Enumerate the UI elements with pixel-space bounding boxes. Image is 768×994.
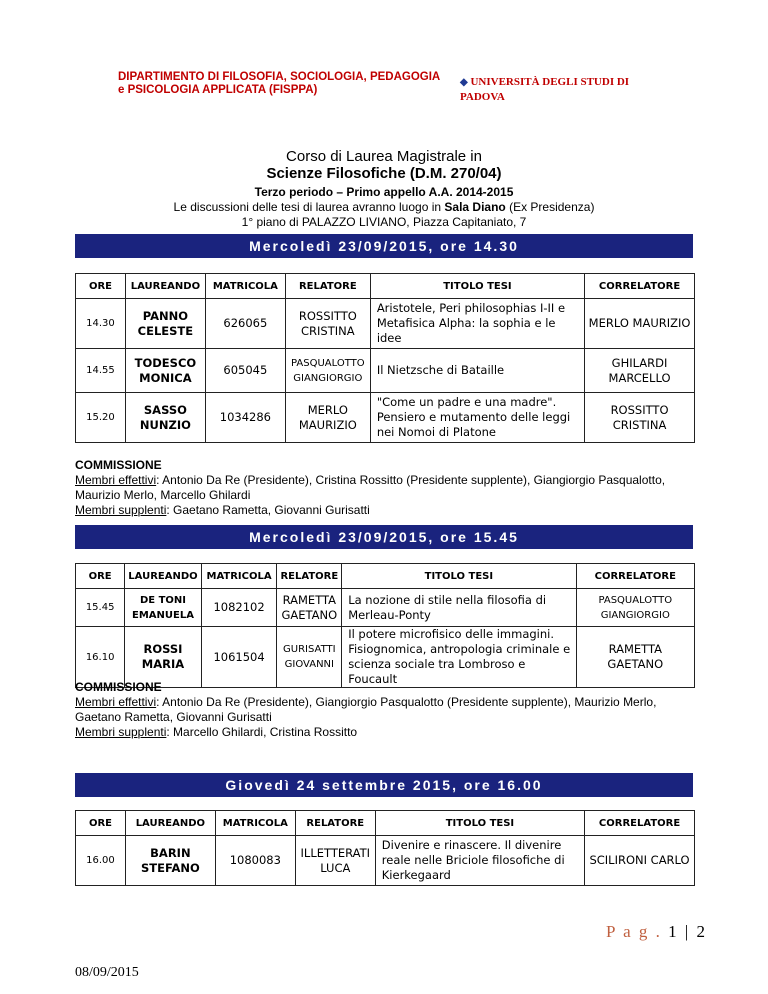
table-row: 15.20 SASSO NUNZIO 1034286 MERLO MAURIZIO "Come un padre e una madre". Pensiero e mutamento delle leggi nei Nomoi di Platone ROSSITTO CRISTINA <box>76 393 695 443</box>
course-name: Scienze Filosofiche (D.M. 270/04) <box>266 165 502 182</box>
commission-members: Membri effettivi: Antonio Da Re (Presidente), Cristina Rossitto (Presidente supplente), Giangiorgio Pasqualotto, Maurizio Merlo, Marcello Ghilardi <box>75 473 666 502</box>
table-header-row: ORE LAUREANDO MATRICOLA RELATORE TITOLO TESI CORRELATORE <box>76 564 695 589</box>
department-line-2: e PSICOLOGIA APPLICATA (FISPPA) <box>118 84 318 96</box>
university-line-2: PADOVA <box>460 91 505 103</box>
col-ore: ORE <box>76 274 126 299</box>
table-row: 15.45 DE TONI EMANUELA 1082102 RAMETTA GAETANO La nozione di stile nella filosofia di Merleau-Ponty PASQUALOTTO GIANGIORGIO <box>76 589 695 627</box>
thesis-table <box>75 273 695 443</box>
session-heading: Giovedì 24 settembre 2015, ore 16.00 <box>75 773 693 797</box>
table-row: 14.55 TODESCO MONICA 605045 PASQUALOTTO GIANGIORGIO Il Nietzsche di Bataille GHILARDI MARCELLO <box>76 349 695 393</box>
page-number: P a g . 1 | 2 <box>606 922 708 941</box>
department-line-1: DIPARTIMENTO DI FILOSOFIA, SOCIOLOGIA, PEDAGOGIA <box>118 71 441 83</box>
col-laureando: LAUREANDO <box>125 274 205 299</box>
diamond-icon: ◆ <box>460 77 468 88</box>
commission-substitutes: Membri supplenti: Gaetano Rametta, Giovanni Gurisatti <box>75 503 370 517</box>
department-name <box>118 71 458 97</box>
table-row: 16.10 ROSSI MARIA 1061504 GURISATTI GIOVANNI Il potere microfisico delle immagini. Fisiognomica, antropologia criminale e scienza sociale tra Lombroso e Foucault RAMETTA GAETANO <box>76 627 695 688</box>
venue-address: 1° piano di PALAZZO LIVIANO, Piazza Capitaniato, 7 <box>241 215 527 229</box>
venue-line: Le discussioni delle tesi di laurea avranno luogo in Sala Diano (Ex Presidenza) <box>173 200 595 214</box>
col-correlatore: CORRELATORE <box>585 274 695 299</box>
session-heading: Mercoledì 23/09/2015, ore 15.45 <box>75 525 693 549</box>
university-name <box>460 75 660 104</box>
table-row: 14.30 PANNO CELESTE 626065 ROSSITTO CRISTINA Aristotele, Peri philosophias I-II e Metafisica Alpha: la sophia e le idee MERLO MAURIZIO <box>76 299 695 349</box>
thesis-table <box>75 810 695 886</box>
commission-block <box>75 458 695 518</box>
table-header-row <box>76 274 695 299</box>
col-titolo: TITOLO TESI <box>370 274 584 299</box>
university-line-1: UNIVERSITÀ DEGLI STUDI DI <box>470 76 630 88</box>
commission-block: COMMISSIONE Membri effettivi: Antonio Da Re (Presidente), Giangiorgio Pasqualotto (Presidente supplente), Maurizio Merlo, Gaetano Rametta, Giovanni Gurisatti Membri supplenti: Marcello Ghilardi, Cristina Rossitto <box>75 680 657 739</box>
venue-name: Sala Diano <box>444 200 506 214</box>
course-line: Corso di Laurea Magistrale in <box>286 148 482 165</box>
session-period: Terzo periodo – Primo appello A.A. 2014-2015 <box>254 185 514 199</box>
table-row: 16.00 BARIN STEFANO 1080083 ILLETTERATI LUCA Divenire e rinascere. Il divenire reale nelle Briciole filosofiche di Kierkegaard SCILIRONI CARLO <box>76 836 695 886</box>
col-relatore: RELATORE <box>285 274 370 299</box>
thesis-table <box>75 563 695 688</box>
session-heading: Mercoledì 23/09/2015, ore 14.30 <box>75 234 693 258</box>
document-date: 08/09/2015 <box>75 965 139 980</box>
col-matricola: MATRICOLA <box>205 274 285 299</box>
table-header-row: ORE LAUREANDO MATRICOLA RELATORE TITOLO TESI CORRELATORE <box>76 811 695 836</box>
commission-label: COMMISSIONE <box>75 458 162 472</box>
